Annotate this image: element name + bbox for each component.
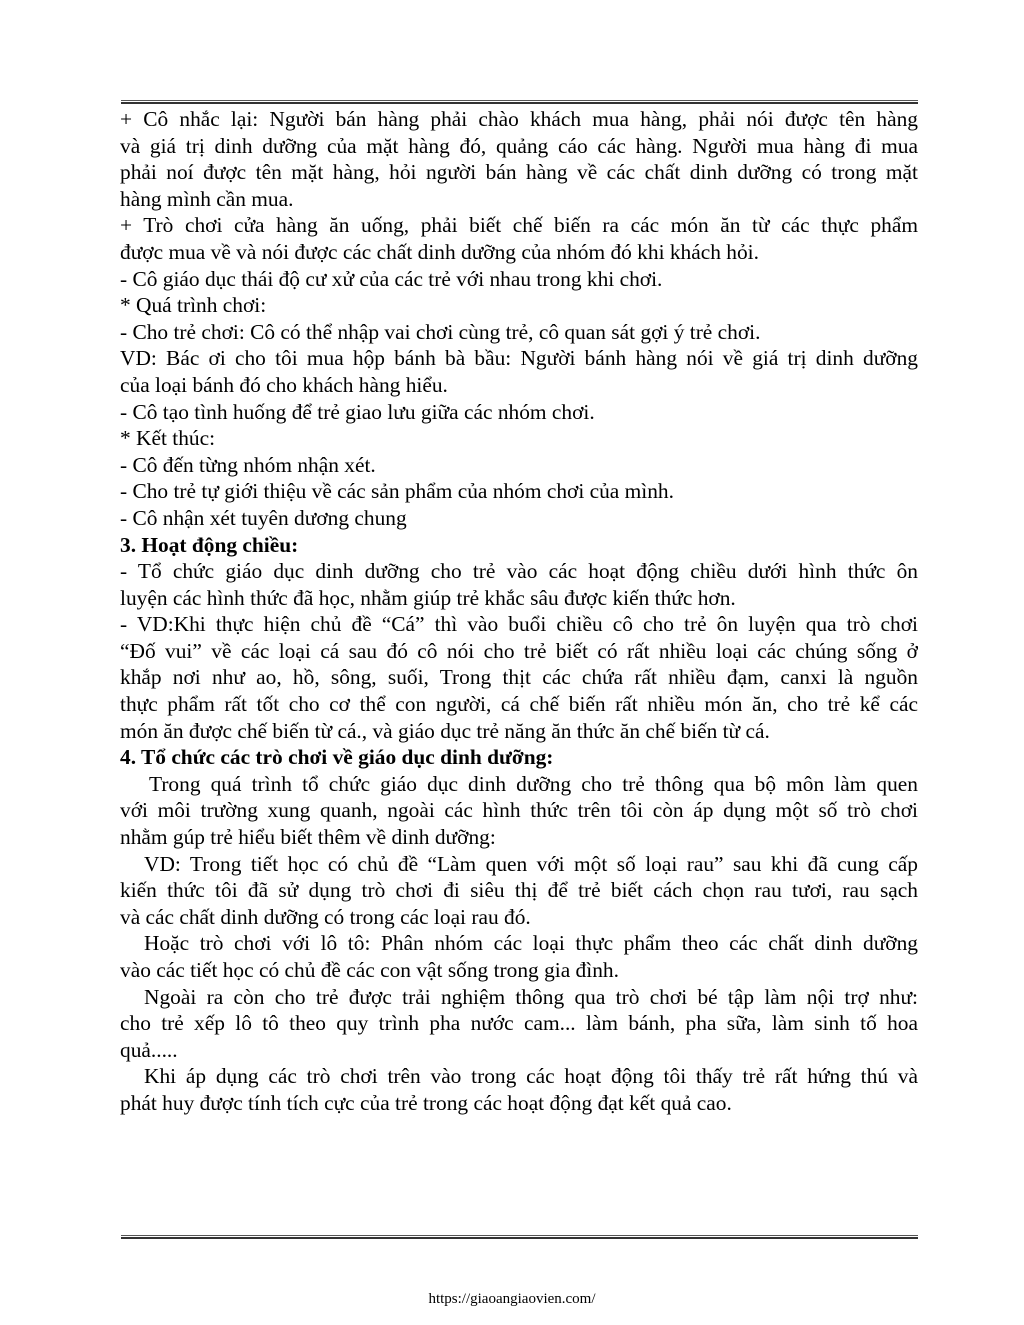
text-line: phải noí được tên mặt hàng, hỏi người bán hàng về các chất dinh dưỡng có trong mặt <box>120 160 918 185</box>
footer-rule <box>121 1235 918 1239</box>
text-line: - Cô nhận xét tuyên dương chung <box>120 505 407 530</box>
text-line: được mua về và nói được các chất dinh dưỡng của nhóm đó khi khách hỏi. <box>120 239 759 264</box>
text-line: - Cho trẻ chơi: Cô có thể nhập vai chơi cùng trẻ, cô quan sát gợi ý trẻ chơi. <box>120 319 761 344</box>
text-line: Trong quá trình tổ chức giáo dục dinh dưỡng cho trẻ thông qua bộ môn làm quen <box>149 771 918 796</box>
text-line: VD: Trong tiết học có chủ đề “Làm quen với một số loại rau” sau khi đã cung cấp <box>144 851 918 876</box>
text-line: * Kết thúc: <box>120 426 216 451</box>
text-line: Khi áp dụng các trò chơi trên vào trong các hoạt động tôi thấy trẻ rất hứng thú và <box>144 1064 918 1089</box>
text-line: kiến thức tôi đã sử dụng trò chơi đi siêu thị để trẻ biết cách chọn rau tươi, rau sạch <box>120 878 918 903</box>
text-line: - Tổ chức giáo dục dinh dưỡng cho trẻ vào các hoạt động chiều dưới hình thức ôn <box>120 559 918 584</box>
section-heading: 3. Hoạt động chiều: <box>120 532 299 557</box>
text-line: Ngoài ra còn cho trẻ được trải nghiệm thông qua trò chơi bé tập làm nội trợ như: <box>144 984 918 1009</box>
text-line: cho trẻ xếp lô tô theo quy trình pha nước cam... làm bánh, pha sữa, làm sinh tố hoa <box>120 1011 918 1036</box>
text-line: của loại bánh đó cho khách hàng hiểu. <box>120 372 448 397</box>
document-body <box>120 106 918 1117</box>
text-line: và giá trị dinh dưỡng của mặt hàng đó, quảng cáo các hàng. Người mua hàng đi mua <box>120 133 918 158</box>
text-line: + Cô nhắc lại: Người bán hàng phải chào khách mua hàng, phải nói được tên hàng <box>120 107 918 131</box>
text-line: - Cho trẻ tự giới thiệu về các sản phẩm của nhóm chơi của mình. <box>120 479 674 504</box>
text-line: luyện các hình thức đã học, nhằm giúp trẻ khắc sâu được kiến thức hơn. <box>120 585 736 610</box>
text-line: món ăn được chế biến từ cá., và giáo dục trẻ năng ăn thức ăn chế biến từ cá. <box>120 718 770 743</box>
text-line: - Cô tạo tình huống để trẻ giao lưu giữa các nhóm chơi. <box>120 399 595 424</box>
text-line: phát huy được tính tích cực của trẻ trong các hoạt động đạt kết quả cao. <box>120 1090 732 1115</box>
text-line: + Trò chơi cửa hàng ăn uống, phải biết chế biến ra các món ăn từ các thực phẩm <box>120 213 918 238</box>
text-line: “Đố vui” về các loại cá sau đó cô nói cho trẻ biết có rất nhiều loại các chúng sống ở <box>120 638 918 663</box>
text-line: vào các tiết học có chủ đề các con vật sống trong gia đình. <box>120 958 619 982</box>
text-line: nhằm gúp trẻ hiểu biết thêm về dinh dưỡng: <box>120 825 496 850</box>
text-line: thực phẩm rất tốt cho cơ thể con người, cá chế biến rất nhiều món ăn, cho trẻ kể các <box>120 692 918 717</box>
text-line: VD: Bác ơi cho tôi mua hộp bánh bà bầu: Người bánh hàng nói về giá trị dinh dưỡng <box>120 346 918 371</box>
text-line: quả..... <box>120 1037 178 1062</box>
text-line: và các chất dinh dưỡng có trong các loại rau đó. <box>120 904 531 929</box>
text-line: hàng mình cần mua. <box>120 186 294 211</box>
text-line: khắp nơi như ao, hồ, sông, suối, Trong thịt các chứa rất nhiều đạm, canxi là nguồn <box>120 665 918 690</box>
text-line: - Cô giáo dục thái độ cư xử của các trẻ với nhau trong khi chơi. <box>120 266 663 291</box>
text-line: - VD:Khi thực hiện chủ đề “Cá” thì vào buổi chiều cô cho trẻ ôn luyện qua trò chơi <box>120 612 918 637</box>
text-line: với môi trường xung quanh, ngoài các hình thức trên tôi còn áp dụng một số trò chơi <box>120 798 918 823</box>
footer-url[interactable]: https://giaoangiaovien.com/ <box>428 1291 596 1307</box>
header-rule <box>121 100 918 104</box>
section-heading: 4. Tổ chức các trò chơi về giáo dục dinh dưỡng: <box>120 745 554 770</box>
text-line: - Cô đến từng nhóm nhận xét. <box>120 452 376 477</box>
text-line: Hoặc trò chơi với lô tô: Phân nhóm các loại thực phẩm theo các chất dinh dưỡng <box>144 931 918 956</box>
text-line: * Quá trình chơi: <box>120 293 267 318</box>
